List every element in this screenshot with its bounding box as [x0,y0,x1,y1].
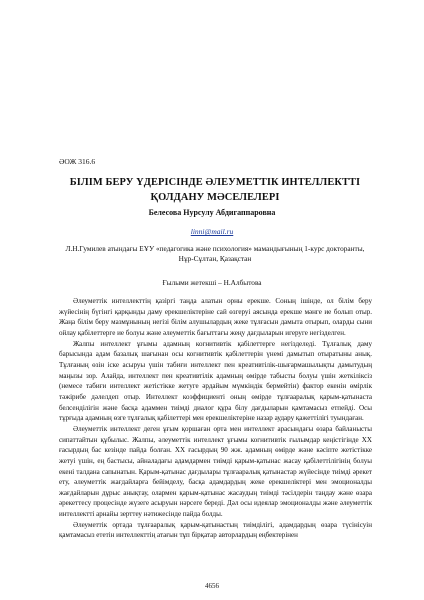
udc-code: ӘОЖ 316.6 [59,157,96,166]
page-number: 4656 [205,582,219,590]
paragraph-2: Жалпы интеллект ұғымы адамның когнитивтік қабілеттерге негізделеді. Тұлғалық даму барысында адам базалық шағынан осы когнитивтік қабілеттерін үнемі дамытып отыратыны анық. Тұлғаның өзін іске асыруы үшін табиғи интеллект пен креативтілік-шығармашылықты дамытудың маңызы зор. Алайда, интеллект пен креативтілік адамның өмірде табысты болуы үшін жеткіліксіз (немесе табиғи интеллект жетістікке жетуге әрдайым мүмкіндік бермейтін) фактор екенін өмірлік тәжірибе дәлелдеп отыр. Интеллект коэффициенті оның өмірде тұлғааралық қарым-қатынаста белсенділігін және басқа адаммен тиімді диалог құра білу дағдыларын қамтамасыз етпейді. Осы тұрғыда адамның өзге тұлғалық қабілеттері мен ерекшеліктеріне назар аудару қажеттілігі туындаған. [59,339,372,423]
paragraph-3: Әлеуметтік интеллект деген ұғым қоршаған орта мен интеллект арасындағы өзара байланысты сипаттайтын құбылыс. Жалпы, әлеуметтік интеллект ұғымы когнитивтік ғылымдар кеңістігінде ХХ ғасырдың бас кезінде пайда болған. ХХ ғасырдың 90 жж. адамның өмірде және кәсіпте жетістікке жетуі үшін, ең бастысы, айналадағы адамдармен тиімді қарым-қатынас жасау қабілеттілігінің болуы екені талдана сапынатын. Қарым-қатынас дағдылары тұлғааралық қатынастар жүйесінде тиімді әрекет ету, әлеуметтік жағдайларға бейімделу, басқа адамдардың жеке ерекшеліктері мен эмоционалды жағдайларын дұрыс анықтау, олармен қарым-қатынас жасаудың тиімді тәсілдерін таңдау және өзара әрекеттесу процесінде жүзеге асыруын нәрсеге береді. Дәл осы идеялар эмоционалды және әлеуметтік интеллектті арнайы зерттеу нәтижесінде пайда болды. [59,424,372,519]
article-title: БІЛІМ БЕРУ ҮДЕРІСІНДЕ ӘЛЕУМЕТТІК ИНТЕЛЛЕКТТІ ҚОЛДАНУ МӘСЕЛЕЛЕРІ [69,177,361,203]
paragraph-4: Әлеуметтік ортада тұлғааралық қарым-қатынастың тиімділігі, адамдардың өзара түсінісуін қамтамасыз ететін интеллекттің атағын тұп бірқатар авторлардың еңбектерінен [59,520,372,540]
author-affiliation: Л.Н.Гумилев атындағы ЕҰУ «педагогика және психология» мамандығының 1-курс докторанты, Нұр-Сұлтан, Қазақстан [65,244,365,264]
article-body [59,296,372,541]
paragraph-1: Әлеуметтік интеллекттің қазіргі таңда алатын орны ерекше. Соның ішінде, ол білім беру жүйесінің бүгінгі қарқынды даму ерекшеліктеріне сай өзгеруі аясында ерекше мәнге ие болып отыр. Жаңа білім беру мазмұнының негізі білім алушылардың жеке тұлғасын дамыта отырып, оларды сыни ойлау қабілеттерге ие болуы және әлеуметтік бағыттағы жеңу дағдыларын игеруге негізделген. [59,297,372,337]
scientific-advisor: Ғылыми жетекші – Н.Албытова [162,278,262,287]
author-name: Белесова Нурсулу Абдигаппаровна [148,208,276,217]
author-email-link[interactable]: linni@mail.ru [190,227,234,236]
